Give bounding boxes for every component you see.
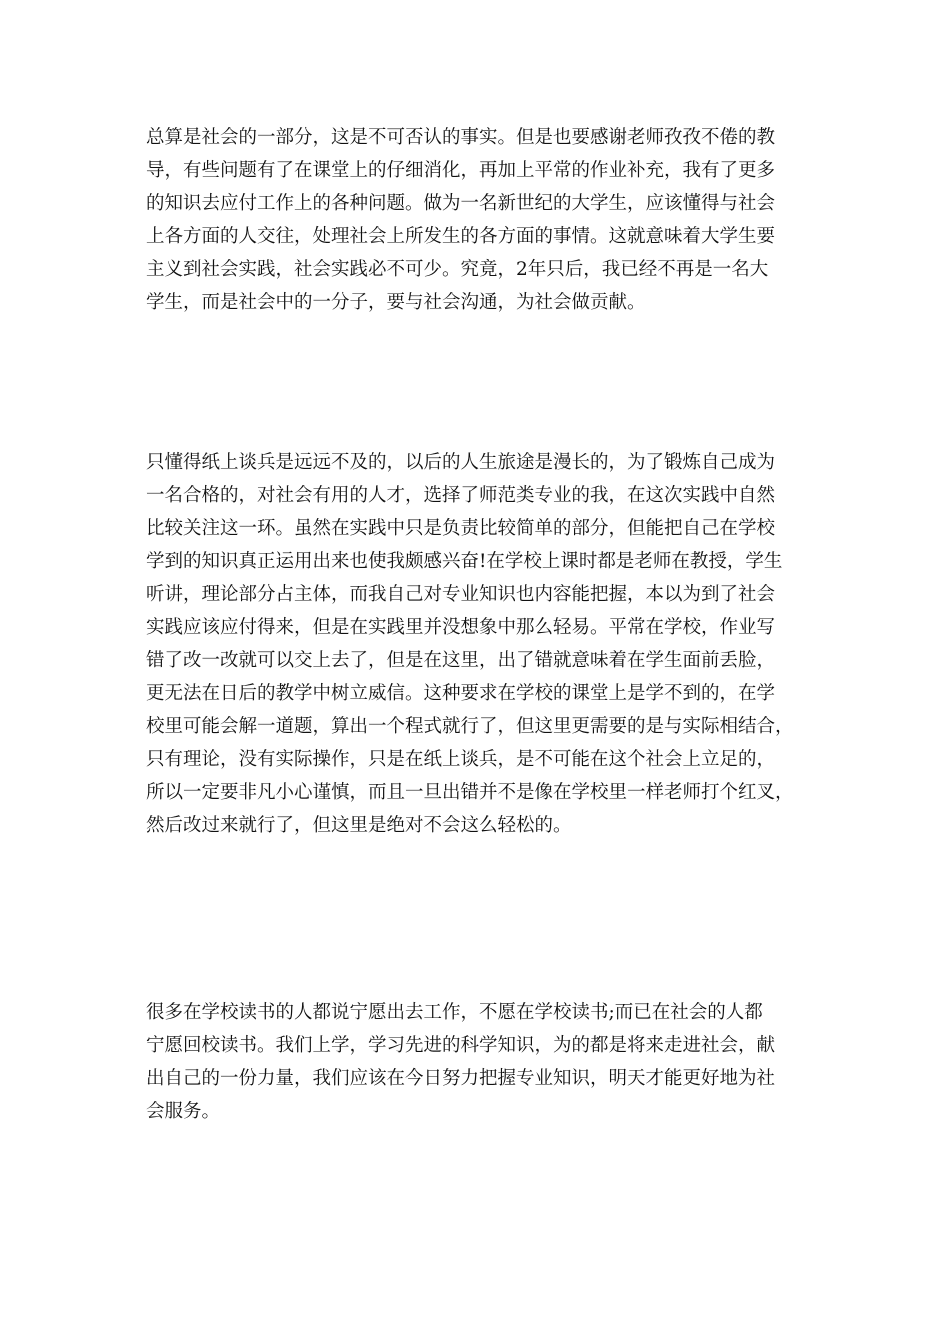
text-line: 只有理论，没有实际操作，只是在纸上谈兵，是不可能在这个社会上立足的， <box>146 749 776 770</box>
text-line: 错了改一改就可以交上去了，但是在这里，出了错就意味着在学生面前丢脸， <box>146 650 776 671</box>
text-line: 只懂得纸上谈兵是远远不及的，以后的人生旅途是漫长的，为了锻炼自己成为 <box>146 452 776 473</box>
text-line: 上各方面的人交往，处理社会上所发生的各方面的事情。这就意味着大学生要 <box>146 226 776 247</box>
paragraph-1 <box>146 121 814 319</box>
text-line: 所以一定要非凡小心谨慎，而且一旦出错并不是像在学校里一样老师打个红叉， <box>146 782 794 803</box>
paragraph-2 <box>146 446 814 842</box>
paragraph-3 <box>146 996 814 1128</box>
text-line: 的知识去应付工作上的各种问题。做为一名新世纪的大学生，应该懂得与社会 <box>146 193 776 214</box>
text-line: 实践应该应付得来，但是在实践里并没想象中那么轻易。平常在学校，作业写 <box>146 617 776 638</box>
text-line: 听讲，理论部分占主体，而我自己对专业知识也内容能把握，本以为到了社会 <box>146 584 776 605</box>
text-line: 一名合格的，对社会有用的人才，选择了师范类专业的我，在这次实践中自然 <box>146 485 776 506</box>
text-line: 宁愿回校读书。我们上学，学习先进的科学知识，为的都是将来走进社会，献 <box>146 1035 776 1056</box>
text-line: 导，有些问题有了在课堂上的仔细消化，再加上平常的作业补充，我有了更多 <box>146 160 776 181</box>
text-line: 总算是社会的一部分，这是不可否认的事实。但是也要感谢老师孜孜不倦的教 <box>146 127 776 148</box>
text-line: 校里可能会解一道题，算出一个程式就行了，但这里更需要的是与实际相结合， <box>146 716 794 737</box>
text-line: 学生，而是社会中的一分子，要与社会沟通，为社会做贡献。 <box>146 292 646 313</box>
text-line: 主义到社会实践，社会实践必不可少。究竟，2年只后，我已经不再是一名大 <box>146 259 769 280</box>
text-line: 很多在学校读书的人都说宁愿出去工作，不愿在学校读书;而已在社会的人都 <box>146 1002 763 1023</box>
text-line: 更无法在日后的教学中树立威信。这种要求在学校的课堂上是学不到的，在学 <box>146 683 776 704</box>
text-line: 出自己的一份力量，我们应该在今日努力把握专业知识，明天才能更好地为社 <box>146 1068 776 1089</box>
text-line: 会服务。 <box>146 1101 221 1122</box>
text-line: 学到的知识真正运用出来也使我颇感兴奋!在学校上课时都是老师在教授，学生 <box>146 551 783 572</box>
text-line: 然后改过来就行了，但这里是绝对不会这么轻松的。 <box>146 815 572 836</box>
text-line: 比较关注这一环。虽然在实践中只是负责比较简单的部分，但能把自己在学校 <box>146 518 776 539</box>
